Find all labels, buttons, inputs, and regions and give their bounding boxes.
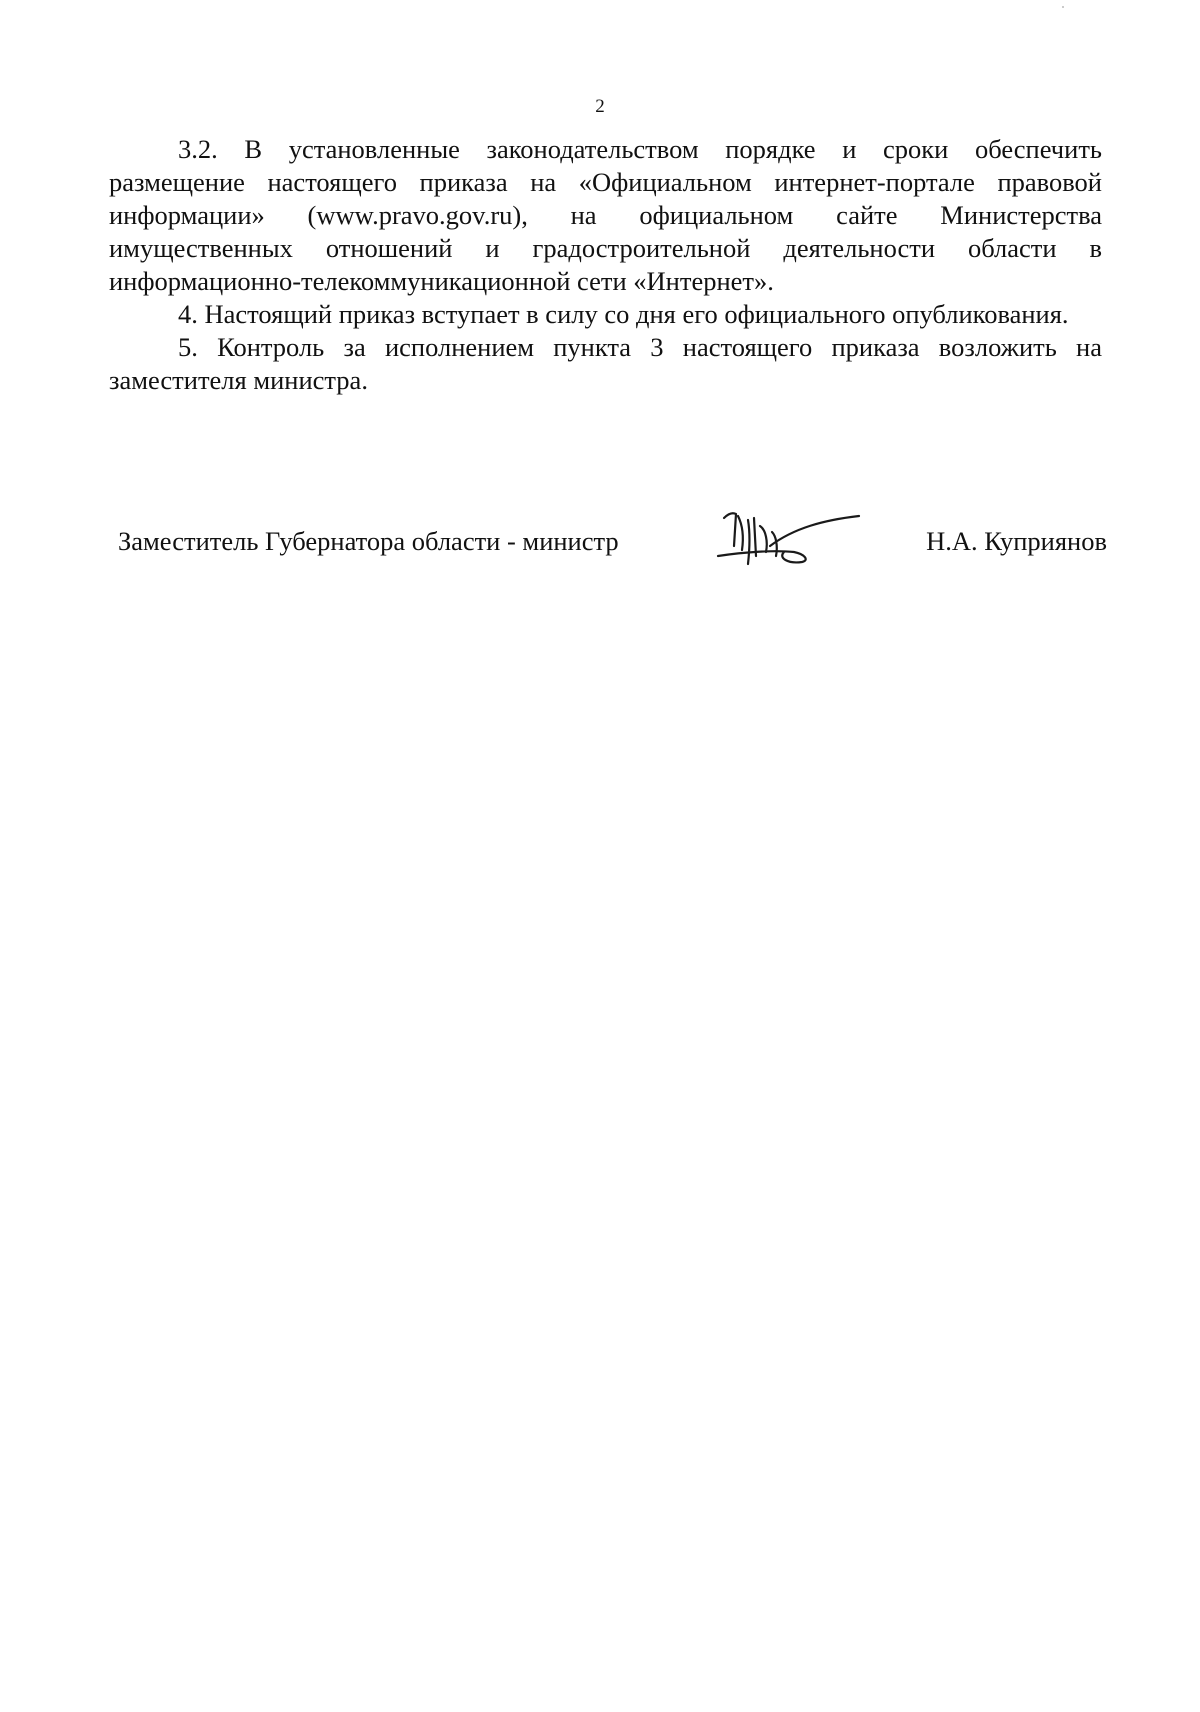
page-number: 2 (595, 96, 605, 117)
signature-block (0, 500, 1200, 580)
handwritten-signature (714, 506, 864, 576)
paragraph-5: 5. Контроль за исполнением пункта 3 настоящего приказа возложить на заместителя министра. (109, 332, 1102, 395)
signatory-name: Н.А. Куприянов (926, 526, 1107, 556)
paragraph-3-2: 3.2. В установленные законодательством порядке и сроки обеспечить размещение настоящего приказа на «Официальном интернет-портале правовой информации» (www.pravo.gov.ru), на официальном сайте Министерства имущественных отношений и градостроительной деятельности области в информационно-телекоммуникационной сети «Интернет». (109, 134, 1102, 296)
document-body (109, 133, 1102, 397)
signatory-position: Заместитель Губернатора области - министр (118, 526, 619, 556)
scan-artifact (1062, 6, 1064, 8)
paragraph-4: 4. Настоящий приказ вступает в силу со дня его официального опубликования. (178, 299, 1069, 329)
